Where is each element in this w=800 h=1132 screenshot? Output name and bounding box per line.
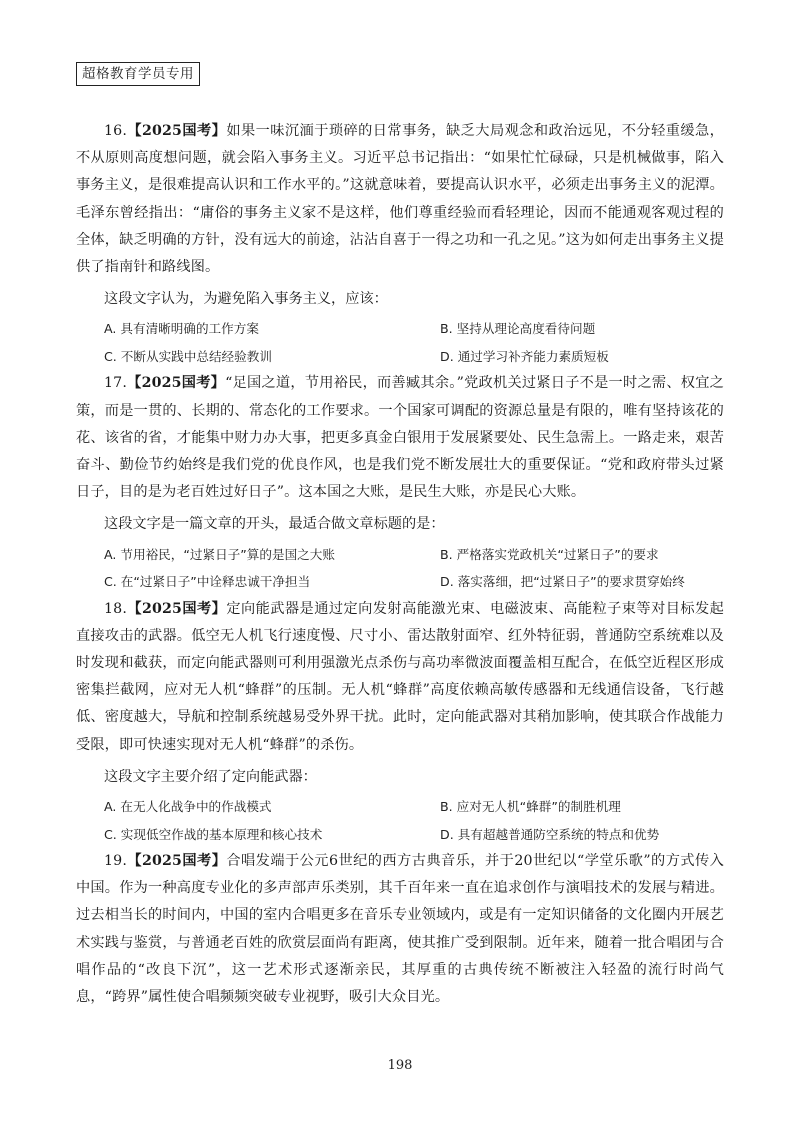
question-17-passage	[76, 370, 724, 506]
page-number: 198	[387, 1058, 413, 1073]
question-number: 19.	[104, 853, 128, 870]
questions-content	[76, 118, 724, 1011]
passage-text: 定向能武器是通过定向发射高能激光束、电磁波束、高能粒子束等对目标发起直接攻击的武器。低空无人机飞行速度慢、尺寸小、雷达散射面窄、红外特征弱，普通防空系统难以及时发现和截获，而定向能武器则可利用强激光点杀伤与高功率微波面覆盖相互配合，在低空近程区形成密集拦截网，应对无人机“蜂群”的压制。无人机“蜂群”高度依赖高敏传感器和无线通信设备，飞行越低、密度越大，导航和控制系统越易受外界干扰。此时，定向能武器对其稍加影响，使其联合作战能力受限，即可快速实现对无人机“蜂群”的杀伤。	[76, 600, 724, 753]
question-number: 16.	[104, 123, 128, 139]
question-17-options	[104, 541, 724, 596]
option-d[interactable]: D. 落实落细，把“过紧日子”的要求贯穿始终	[440, 574, 685, 590]
question-16-passage	[76, 118, 724, 281]
option-c[interactable]: C. 实现低空作战的基本原理和核心技术	[104, 826, 323, 842]
question-16-stem: 这段文字认为，为避免陷入事务主义，应该：	[104, 291, 388, 308]
passage-text: “足国之道，节用裕民，而善臧其余。”党政机关过紧日子不是一时之需、权宜之策，而是一贯的、长期的、常态化的工作要求。一个国家可调配的资源总量是有限的，唯有坚持该花的花、该省的省，才能集中财力办大事，把更多真金白银用于发展紧要处、民生急需上。一路走来，艰苦奋斗、勤俭节约始终是我们党的优良作风，也是我们党不断发展壮大的重要保证。“党和政府带头过紧日子，目的是为老百姓过好日子”。这本国之大账，是民生大账，亦是民心大账。	[76, 375, 724, 501]
option-a[interactable]: A. 节用裕民，“过紧日子”算的是国之大账	[104, 546, 335, 562]
passage-text: 合唱发端于公元6世纪的西方古典音乐，并于20世纪以“学堂乐歌”的方式传入中国。作为一种高度专业化的多声部声乐类别，其千百年来一直在追求创作与演唱技术的发展与精进。过去相当长的时间内，中国的室内合唱更多在音乐专业领域内，或是有一定知识储备的文化圈内开展艺术实践与鉴赏，与普通老百姓的欣赏层面尚有距离，使其推广受到限制。近年来，随着一批合唱团与合唱作品的“改良下沉”，这一艺术形式逐渐亲民，其厚重的古典传统不断被注入轻盈的流行时尚气息，“跨界”属性使合唱频频突破专业视野，吸引大众目光。	[76, 853, 724, 1006]
option-a[interactable]: A. 具有清晰明确的工作方案	[104, 321, 259, 337]
header-label-box: 超格教育学员专用	[76, 62, 200, 86]
option-b[interactable]: B. 应对无人机“蜂群”的制胜机理	[440, 799, 621, 815]
question-18-stem: 这段文字主要介绍了定向能武器：	[104, 768, 317, 785]
question-19-passage	[76, 848, 724, 1011]
option-a[interactable]: A. 在无人化战争中的作战模式	[104, 799, 272, 815]
question-number: 18.	[104, 600, 128, 617]
option-b[interactable]: B. 坚持从理论高度看待问题	[440, 321, 596, 337]
option-c[interactable]: C. 在“过紧日子”中诠释忠诚干净担当	[104, 574, 311, 590]
option-b[interactable]: B. 严格落实党政机关“过紧日子”的要求	[440, 546, 659, 562]
question-source: 【2025国考】	[127, 853, 227, 870]
question-18-options	[104, 793, 724, 848]
question-16-options	[104, 315, 724, 370]
question-17-stem: 这段文字是一篇文章的开头，最适合做文章标题的是：	[104, 516, 445, 533]
question-source: 【2025国考】	[127, 375, 226, 392]
option-d[interactable]: D. 通过学习补齐能力素质短板	[440, 348, 609, 364]
option-c[interactable]: C. 不断从实践中总结经验教训	[104, 348, 272, 364]
option-d[interactable]: D. 具有超越普通防空系统的特点和优势	[440, 826, 660, 842]
question-number: 17.	[104, 375, 128, 392]
passage-text: 如果一味沉湎于琐碎的日常事务，缺乏大局观念和政治远见，不分轻重缓急，不从原则高度想问题，就会陷入事务主义。习近平总书记指出：“如果忙忙碌碌，只是机械做事，陷入事务主义，是很难提高认识和工作水平的。”这就意味着，要提高认识水平，必须走出事务主义的泥潭。毛泽东曾经指出：“庸俗的事务主义家不是这样，他们尊重经验而看轻理论，因而不能通观客观过程的全体，缺乏明确的方针，没有远大的前途，沾沾自喜于一得之功和一孔之见。”这为如何走出事务主义提供了指南针和路线图。	[76, 123, 724, 276]
question-source: 【2025国考】	[127, 600, 227, 617]
question-18-passage	[76, 596, 724, 759]
question-source: 【2025国考】	[127, 123, 227, 139]
